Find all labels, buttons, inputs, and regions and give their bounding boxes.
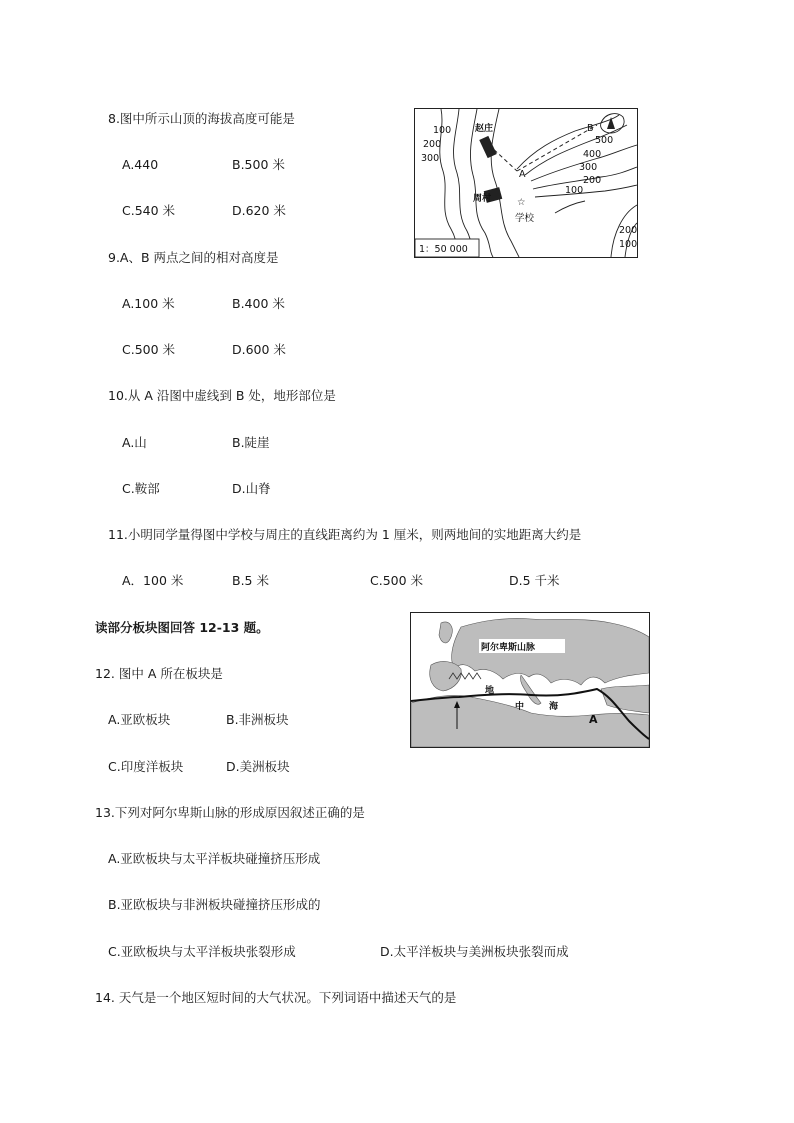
contour-map-svg — [415, 109, 637, 257]
q13-option-b: B.亚欧板块与非洲板块碰撞挤压形成的 — [108, 897, 321, 912]
contour-line — [525, 125, 627, 175]
q9-option-c: C.500 米 — [122, 342, 176, 357]
sea-char-3: 海 — [549, 702, 559, 712]
mountain-label: 阿尔卑斯山脉 — [481, 643, 536, 653]
contour-line — [535, 185, 637, 197]
q10-option-a: A.山 — [122, 435, 147, 450]
contour-label: 100 — [433, 125, 452, 136]
q10-stem: 10.从 A 沿图中虚线到 B 处，地形部位是 — [108, 388, 336, 403]
q13-stem: 13.下列对阿尔卑斯山脉的形成原因叙述正确的是 — [95, 805, 365, 820]
sea-char-1: 地 — [485, 686, 495, 696]
q11-option-a: A．100 米 — [122, 573, 184, 588]
contour-label: 300 — [421, 153, 440, 164]
q11-option-b: B.5 米 — [232, 573, 269, 588]
scale-label: 1：50 000 — [419, 244, 468, 255]
q8-option-b: B.500 米 — [232, 157, 285, 172]
q10-option-b: B.陡崖 — [232, 435, 270, 450]
q8-stem: 8.图中所示山顶的海拔高度可能是 — [108, 111, 295, 126]
contour-label: 200 — [619, 225, 637, 236]
school-star-icon: ☆ — [517, 197, 526, 208]
contour-label: 500 — [595, 135, 614, 146]
q12-option-b: B.非洲板块 — [226, 712, 289, 727]
q9-option-a: A.100 米 — [122, 296, 175, 311]
contour-line — [555, 201, 585, 213]
contour-label: 200 — [583, 175, 602, 186]
plate-point-a: A — [589, 713, 598, 726]
north-arrow-icon — [607, 117, 615, 129]
sea-char-2: 中 — [515, 702, 525, 712]
q12-option-c: C.印度洋板块 — [108, 759, 184, 774]
q11-option-d: D.5 千米 — [509, 573, 560, 588]
plate-map-svg — [411, 613, 649, 747]
q12-stem: 12. 图中 A 所在板块是 — [95, 666, 223, 681]
village-zhao-block — [479, 136, 497, 158]
q14-stem: 14. 天气是一个地区短时间的大气状况。下列词语中描述天气的是 — [95, 990, 457, 1005]
q10-option-c: C.鞍部 — [122, 481, 160, 496]
contour-label: 200 — [423, 139, 442, 150]
q12-option-d: D.美洲板块 — [226, 759, 290, 774]
q9-stem: 9.A、B 两点之间的相对高度是 — [108, 250, 279, 265]
contour-line — [491, 109, 519, 257]
q8-option-a: A.440 — [122, 157, 159, 172]
contour-map — [414, 108, 638, 258]
q10-option-d: D.山脊 — [232, 481, 271, 496]
contour-label: 300 — [579, 162, 598, 173]
contour-label: 100 — [565, 185, 584, 196]
plate-map — [410, 612, 650, 748]
q11-stem: 11.小明同学量得图中学校与周庄的直线距离约为 1 厘米，则两地间的实地距离大约是 — [108, 527, 582, 542]
q13-option-d: D.太平洋板块与美洲板块张裂而成 — [380, 944, 569, 959]
q8-option-d: D.620 米 — [232, 203, 286, 218]
q11-option-c: C.500 米 — [370, 573, 424, 588]
q8-option-c: C.540 米 — [122, 203, 176, 218]
q12-option-a: A.亚欧板块 — [108, 712, 171, 727]
village-zhao-label: 赵庄 — [475, 124, 494, 134]
contour-label: 400 — [583, 149, 602, 160]
section-heading: 读部分板块图回答 12-13 题。 — [95, 620, 269, 635]
q9-option-b: B.400 米 — [232, 296, 285, 311]
point-a-label: A — [519, 169, 526, 180]
q9-option-d: D.600 米 — [232, 342, 286, 357]
contour-label: 100 — [619, 239, 637, 250]
school-label: 学校 — [515, 213, 535, 224]
contour-line — [454, 109, 475, 257]
village-zhou-label: 周村 — [473, 194, 492, 204]
point-b-label: B — [587, 123, 594, 134]
q13-option-c: C.亚欧板块与太平洋板块张裂形成 — [108, 944, 296, 959]
q13-option-a: A.亚欧板块与太平洋板块碰撞挤压形成 — [108, 851, 321, 866]
